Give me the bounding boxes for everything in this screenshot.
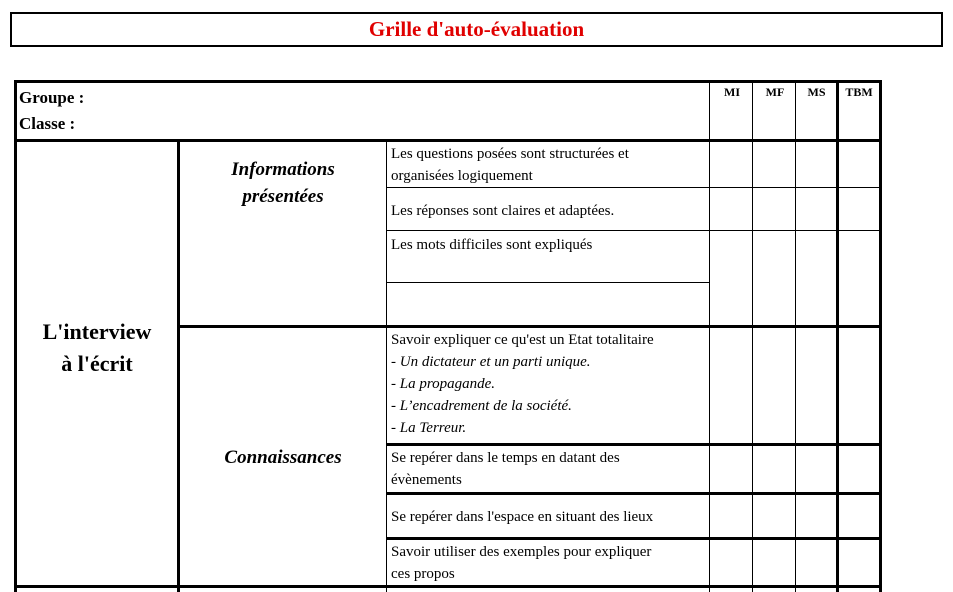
- criterion-exemples: [391, 541, 651, 585]
- col-divider-section: [386, 139, 387, 592]
- column-header-mf: MF: [765, 85, 785, 99]
- criterion-mots-difficiles: Les mots difficiles sont expliqués: [391, 237, 593, 253]
- criterion-etat-totalitaire: [391, 329, 654, 439]
- row-divider-4: [386, 443, 882, 446]
- column-header-mi: MI: [724, 85, 740, 99]
- col-divider-mf: [752, 80, 753, 592]
- section-divider: [177, 325, 882, 328]
- section-label-informations: [180, 156, 386, 210]
- criterion-questions-line2: organisées logiquement: [391, 168, 533, 184]
- criterion-temps: [391, 447, 620, 491]
- criterion-exemples-line1: Savoir utiliser des exemples pour expliquer: [391, 544, 652, 560]
- col-divider-ms: [795, 80, 796, 592]
- section-label-connaissances: Connaissances: [224, 447, 342, 468]
- row-divider-5: [386, 492, 882, 495]
- classe-label: Classe :: [19, 114, 76, 133]
- criterion-temps-line2: évènements: [391, 472, 462, 488]
- criterion-exemples-line2: ces propos: [391, 566, 455, 582]
- column-header-ms: MS: [807, 85, 826, 99]
- criterion-etat-totalitaire-line1: Savoir expliquer ce qu'est un Etat totalitaire: [391, 332, 654, 348]
- criterion-temps-line1: Se repérer dans le temps en datant des: [391, 450, 620, 466]
- page-title: Grille d'auto-évaluation: [368, 17, 585, 41]
- competence-label-line2: à l'écrit: [61, 351, 133, 376]
- row-divider-2: [386, 230, 882, 231]
- section-label-informations-line1: Informations: [231, 159, 335, 180]
- criterion-reponses: Les réponses sont claires et adaptées.: [391, 203, 615, 219]
- criterion-item-propagande: - La propagande.: [391, 376, 496, 392]
- competence-label: [17, 316, 177, 380]
- criterion-item-terreur: - La Terreur.: [391, 420, 467, 436]
- column-header-tbm: TBM: [845, 85, 873, 99]
- competence-label-line1: L'interview: [42, 319, 152, 344]
- groupe-label: Groupe :: [19, 88, 85, 107]
- criterion-questions-line1: Les questions posées sont structurées et: [391, 146, 629, 162]
- row-divider-1: [386, 187, 882, 188]
- criterion-espace: Se repérer dans l'espace en situant des lieux: [391, 509, 654, 525]
- section-label-informations-line2: présentées: [242, 186, 324, 207]
- criterion-item-dictateur: - Un dictateur et un parti unique.: [391, 354, 591, 370]
- criterion-item-encadrement: - L’encadrement de la société.: [391, 398, 572, 414]
- row-divider-2b: [386, 282, 709, 283]
- grid-right-border: [879, 80, 882, 592]
- row-divider-6: [386, 537, 882, 540]
- col-divider-tbm: [836, 80, 839, 592]
- criterion-questions: [391, 143, 629, 187]
- col-divider-mi: [709, 80, 710, 592]
